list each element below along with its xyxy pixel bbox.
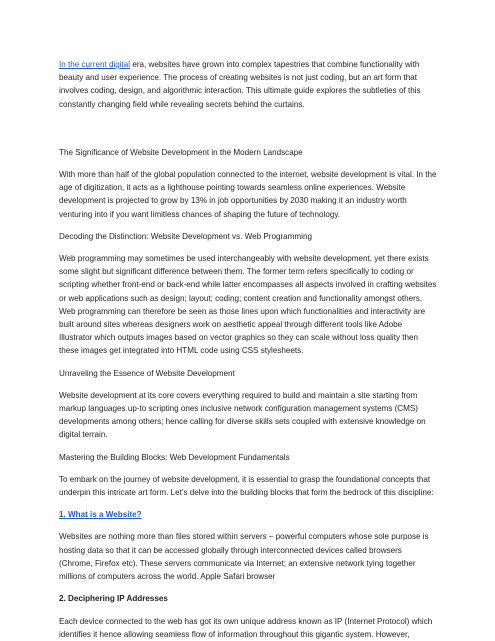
paragraph-distinction: Web programming may sometimes be used interchangeably with website development, yet there exists some slight but significant difference between them. The former term refers specifically to coding or scripting whether front-end or back-end while latter encompasses all aspects involved in crafting websites or web applications such as design; layout; coding; content creation and functionality amongst others. Web programming can therefore be seen as those lines upon which functionalities and interactivity are built around sites whereas designers work on aesthetic appeal through different tools like Adobe Illustrator which outputs images based on vector graphics so they can scale without loss quality then these images get integrated into HTML code using CSS stylesheets. (59, 254, 437, 356)
paragraph-what-is-website: Websites are nothing more than files stored within servers – powerful computers whose sole purpose is hosting data so that it can be accessed globally through interconnected devices called browsers (Chrome, Firefox etc). These servers communicate via Internet; an extensive network tying together millions of computers across the world. Apple Safari browser (59, 532, 429, 582)
paragraph-fundamentals: To embark on the journey of website development, it is essential to grasp the foundational concepts that underpin this intricate art form. Let’s delve into the building blocks that form the bedrock of this discipline: (59, 474, 434, 498)
paragraph-ip-addresses: Each device connected to the web has got its own unique address known as IP (Internet Protocol) which identifies it hence allowing seamless flow of information throughout this gigantic system. However, (59, 616, 433, 639)
intro-text: era, websites have grown into complex tapestries that combine functionality with beauty and user experience. The process of creating websites is not just coding, but an art form that involves coding, design, and algorithmic interaction. This ultimate guide explores the subtleties of this constantly changing field while revealing secrets behind the curtains. (59, 60, 421, 109)
heading-what-is-website-link[interactable]: 1. What is a Website? (59, 510, 142, 520)
intro-paragraph (59, 58, 437, 111)
intro-link[interactable]: In the current digital (59, 60, 131, 69)
paragraph-essence: Website development at its core covers everything required to build and maintain a site starting from markup languages up-to scripting ones inclusive network configuration management systems (CMS) developments among others; hence calling for diverse skills sets coupled with extensive knowledge on digital terrain. (59, 390, 426, 440)
heading-ip-addresses: 2. Deciphering IP Addresses (59, 594, 168, 604)
paragraph-significance: With more than half of the global population connected to the internet, website development is vital. In the age of digitization, it acts as a lighthouse pointing towards seamless online experiences. Website development is projected to grow by 13% in job opportunities by 2030 making it an industry worth venturing into if you want limitless chances of shaping the future of technology. (59, 170, 437, 219)
heading-significance: The Significance of Website Development in the Modern Landscape (59, 147, 303, 157)
heading-fundamentals: Mastering the Building Blocks: Web Development Fundamentals (59, 452, 290, 462)
heading-essence: Unraveling the Essence of Website Development (59, 368, 235, 378)
heading-distinction: Decoding the Distinction: Website Development vs. Web Programming (59, 231, 312, 241)
